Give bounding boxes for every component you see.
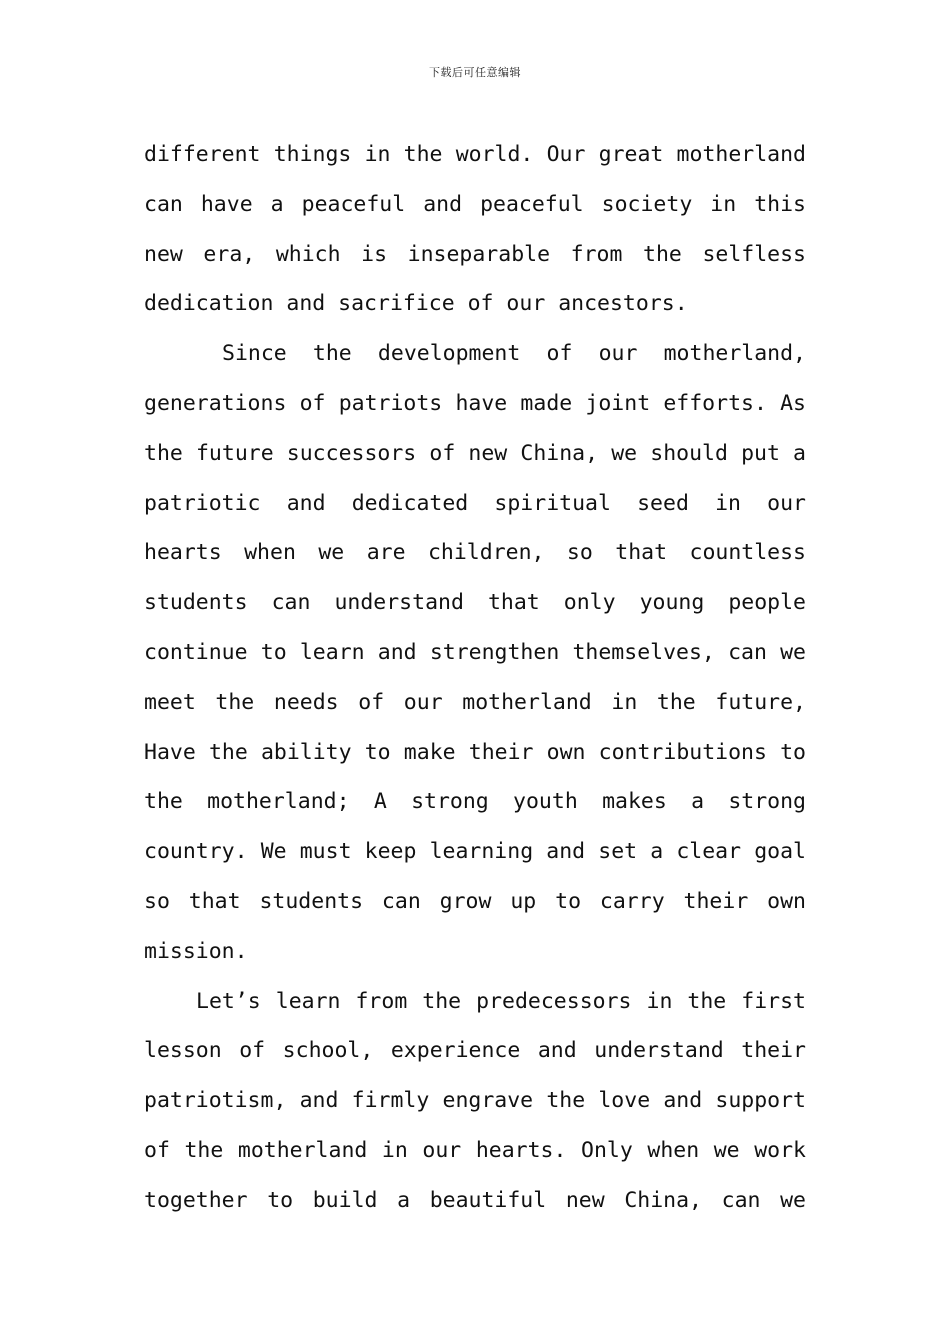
text-line: meet the needs of our motherland in the future, <box>144 689 806 715</box>
text-line: mission. <box>144 938 248 964</box>
text-line: dedication and sacrifice of our ancestors. <box>144 291 688 317</box>
text-line: continue to learn and strengthen themselves, can we <box>144 639 806 665</box>
text-line: different things in the world. Our great motherland <box>144 142 806 167</box>
text-line: the motherland; A strong youth makes a strong <box>144 789 806 815</box>
text-line: patriotic and dedicated spiritual seed in our <box>144 490 806 516</box>
text-line: patriotism, and firmly engrave the love and support <box>144 1088 806 1114</box>
text-line: generations of patriots have made joint efforts. As <box>144 390 806 416</box>
text-line: Since the development of our motherland, <box>222 341 806 367</box>
text-line: students can understand that only young people <box>144 590 806 616</box>
page-header: 下载后可任意编辑 <box>429 66 521 79</box>
text-line: of the motherland in our hearts. Only when we work <box>144 1137 806 1163</box>
text-line: Have the ability to make their own contributions to <box>144 739 806 765</box>
text-line: so that students can grow up to carry their own <box>144 888 806 914</box>
body-text <box>144 130 806 1226</box>
text-line: lesson of school, experience and understand their <box>144 1038 806 1064</box>
text-line: Let’s learn from the predecessors in the first <box>196 988 806 1014</box>
text-line: country. We must keep learning and set a clear goal <box>144 839 806 865</box>
text-line: hearts when we are children, so that countless <box>144 540 806 566</box>
text-line: together to build a beautiful new China, can we <box>144 1187 806 1213</box>
text-line: the future successors of new China, we should put a <box>144 440 806 466</box>
text-line: can have a peaceful and peaceful society in this <box>144 191 806 217</box>
text-line: new era, which is inseparable from the selfless <box>144 241 806 267</box>
